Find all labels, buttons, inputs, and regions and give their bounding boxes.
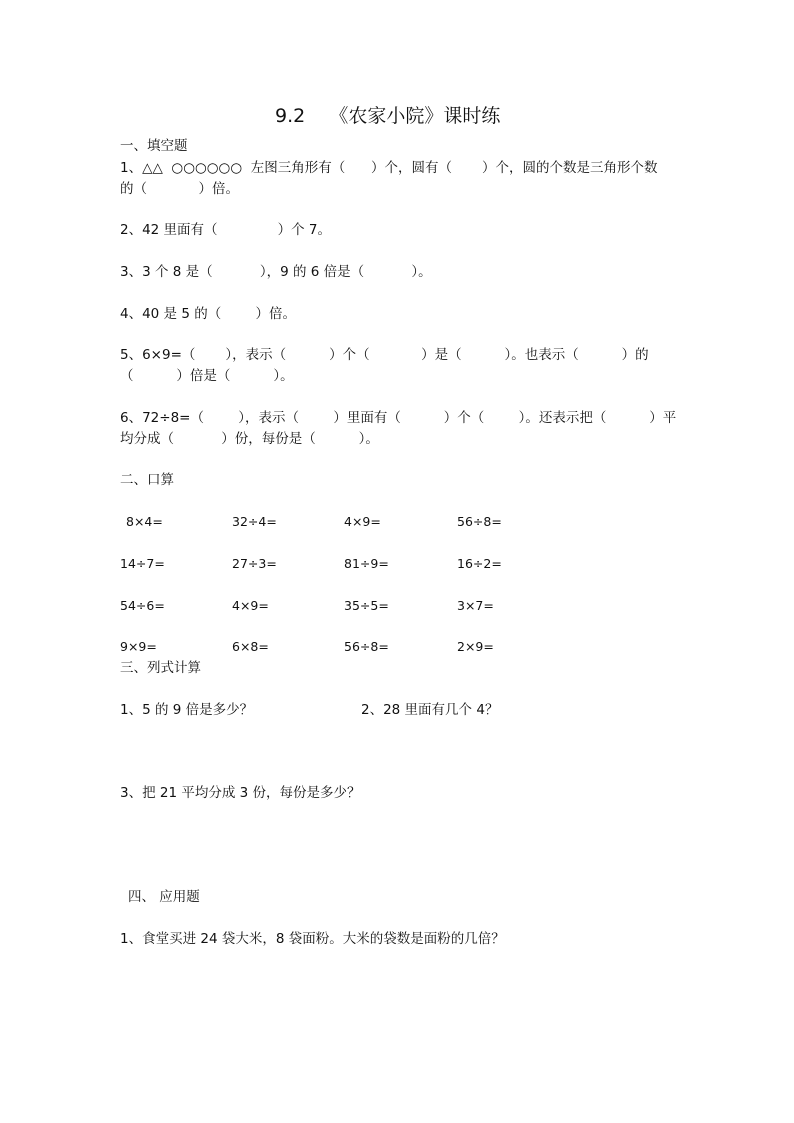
calc-question-1: 1、5 的 9 倍是多少？ <box>120 702 254 718</box>
section-oral-heading: 二、口算 <box>120 472 174 488</box>
oral-problem: 81÷9= <box>344 556 389 571</box>
oral-problem: 4×9= <box>232 598 269 613</box>
oral-problem: 35÷5= <box>344 598 389 613</box>
oral-problem: 9×9= <box>120 639 157 654</box>
section-apply-heading: 四、 应用题 <box>128 889 200 905</box>
page-title: 9.2 《农家小院》课时练 <box>275 105 501 127</box>
oral-problem: 27÷3= <box>232 556 277 571</box>
oral-problem: 4×9= <box>344 514 381 529</box>
fill-question-1-line-2: 的（ ）倍。 <box>120 181 239 197</box>
fill-question-4: 4、40 是 5 的（ ）倍。 <box>120 306 297 322</box>
fill-question-6-line-2: 均分成（ ）份，每份是（ ）。 <box>120 431 379 447</box>
oral-problem: 32÷4= <box>232 514 277 529</box>
oral-problem: 56÷8= <box>457 514 502 529</box>
fill-question-5-line-2: （ ）倍是（ ）。 <box>120 368 294 384</box>
section-fill-heading: 一、填空题 <box>120 138 188 154</box>
fill-question-2: 2、42 里面有（ ）个 7。 <box>120 222 332 238</box>
oral-problem: 2×9= <box>457 639 494 654</box>
oral-problem: 56÷8= <box>344 639 389 654</box>
fill-question-1-line-1: 1、△△ ○○○○○○ 左图三角形有（ ）个，圆有（ ）个，圆的个数是三角形个数 <box>120 160 658 176</box>
oral-problem: 8×4= <box>126 514 163 529</box>
oral-problem: 6×8= <box>232 639 269 654</box>
section-calc-heading: 三、列式计算 <box>120 660 201 676</box>
fill-question-6-line-1: 6、72÷8=（ ），表示（ ）里面有（ ）个（ ）。还表示把（ ）平 <box>120 410 677 426</box>
oral-problem: 14÷7= <box>120 556 165 571</box>
calc-question-2: 2、28 里面有几个 4？ <box>361 702 499 718</box>
oral-problem: 54÷6= <box>120 598 165 613</box>
apply-question-1: 1、食堂买进 24 袋大米，8 袋面粉。大米的袋数是面粉的几倍？ <box>120 931 505 947</box>
fill-question-5-line-1: 5、6×9=（ ），表示（ ）个（ ）是（ ）。也表示（ ）的 <box>120 347 649 363</box>
oral-problem: 16÷2= <box>457 556 502 571</box>
oral-problem: 3×7= <box>457 598 494 613</box>
fill-question-3: 3、3 个 8 是（ ），9 的 6 倍是（ ）。 <box>120 264 432 280</box>
calc-question-3: 3、把 21 平均分成 3 份，每份是多少？ <box>120 785 361 801</box>
